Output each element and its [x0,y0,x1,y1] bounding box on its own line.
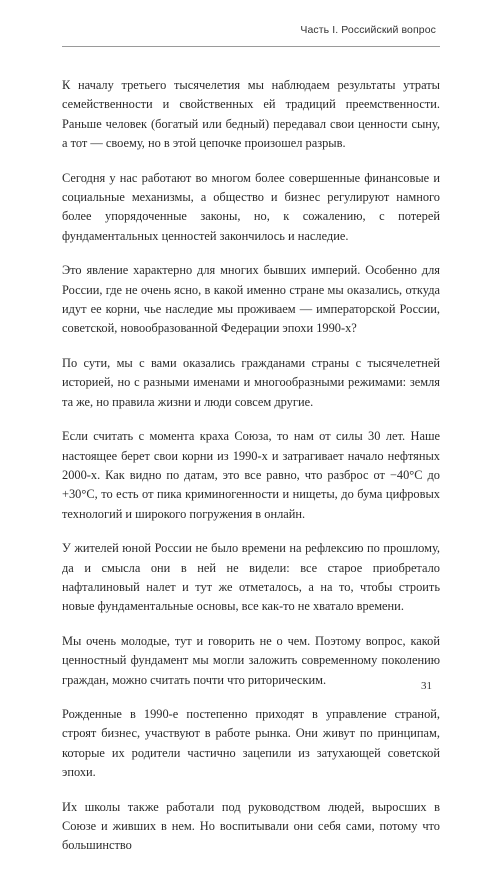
paragraph: Сегодня у нас работают во многом более совершенные финансовые и социальные механизмы, а общество и бизнес регулируют намного более упорядоченные законы, но, к сожалению, с потерей фундаментальных ценностей закончилось и наследие. [62,170,440,243]
paragraph: По сути, мы с вами оказались гражданами страны с тысячелетней историей, но с разными именами и многообразными режимами: земля та же, но правила жизни и люди совсем другие. [62,355,440,409]
running-head: Часть I. Российский вопрос [300,24,436,36]
paragraph: Их школы также работали под руководством людей, выросших в Союзе и живших в нем. Но воспитывали они себя сами, потому что большинство [62,799,440,853]
paragraph: Если считать с момента краха Союза, то нам от силы 30 лет. Наше настоящее берет свои корни из 1990-х и затрагивает начало нефтяных 2000-х. Как видно по датам, это все равно, что разброс от −40°С до +30°С, то есть от пика криминогенности и нищеты, до бума цифровых технологий и широкого погружения в онлайн. [62,429,440,521]
paragraph: Это явление характерно для многих бывших империй. Особенно для России, где не очень ясно, в какой именно стране мы оказались, откуда идут ее корни, чье наследие мы проживаем — императорской России, советской, новообразованной Федерации эпохи 1990-х? [62,263,440,336]
paragraph: Мы очень молодые, тут и говорить не о чем. Поэтому вопрос, какой ценностный фундамент мы могли заложить современному поколению граждан, можно считать почти что риторическим. [62,633,440,687]
header-divider [62,46,440,47]
paragraph: Рожденные в 1990-е постепенно приходят в управление страной, строят бизнес, участвуют в работе рынка. Они живут по принципам, которые их родители частично зацепили из затухающей советской эпохи. [62,706,440,780]
page-number: 31 [421,680,432,692]
paragraph: У жителей юной России не было времени на рефлексию по прошлому, да и смысла они в ней не видели: все старое приобретало нафталиновый налет и тут же отметалось, а на то, чтобы строить новые фундаментальные основы, все как-то не хватало времени. [62,541,440,614]
body-text [62,76,440,871]
paragraph: К началу третьего тысячелетия мы наблюдаем результаты утраты семейственности и свойственных ей традиций преемственности. Раньше человек (богатый или бедный) передавал свои ценности сыну, а тот — своему, но в этой цепочке произошел разрыв. [62,78,440,151]
